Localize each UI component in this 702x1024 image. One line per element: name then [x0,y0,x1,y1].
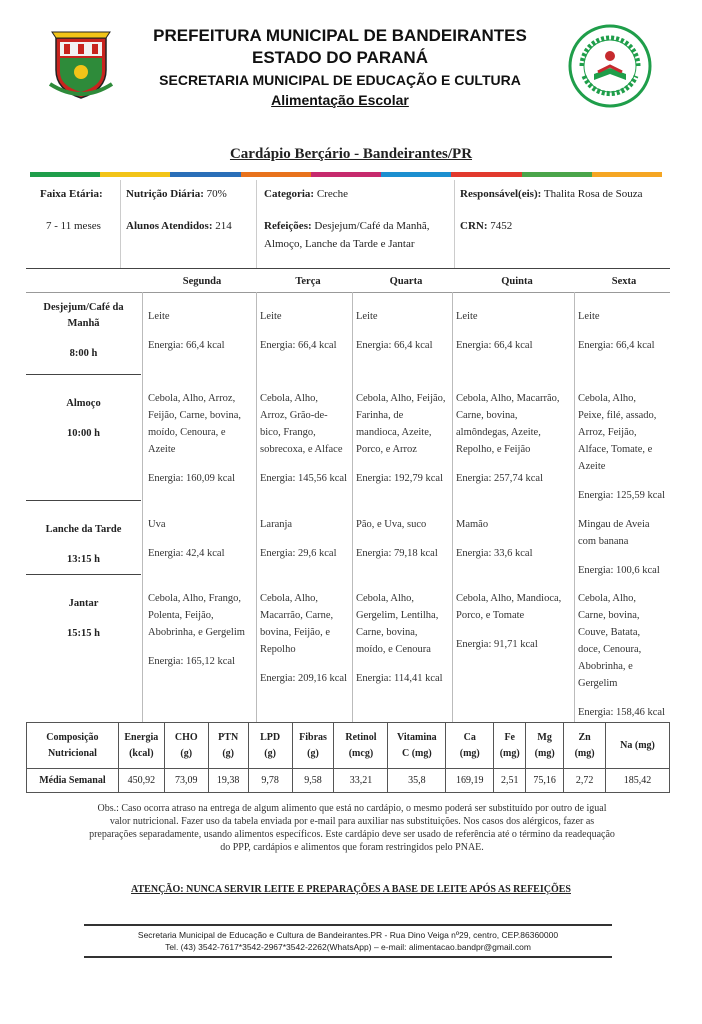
meal-time: 10:00 h [67,428,100,439]
menu-item-line: Porco, e Arroz [356,444,417,455]
alunos-atendidos: Alunos Atendidos: 214 [126,220,232,232]
menu-cell [356,516,452,562]
menu-cell [356,390,452,487]
nutrient-value: 2,51 [494,769,526,793]
energy-value: Energia: 42,4 kcal [148,548,225,559]
color-stripe [30,172,662,177]
menu-item-line: Arroz, Grão-de- [260,410,328,421]
menu-item-line: com banana [578,536,629,547]
day-header-segunda: Segunda [182,276,222,287]
nutrient-value: 73,09 [164,769,208,793]
refeicoes-cont: Almoço, Lanche da Tarde e Jantar [264,238,415,250]
header-line-prefeitura: PREFEITURA MUNICIPAL DE BANDEIRANTES [153,26,527,45]
meal-time: 13:15 h [67,554,100,565]
nutrient-header: Retinol (mcg) [334,723,388,769]
header-line-secretaria: SECRETARIA MUNICIPAL DE EDUCAÇÃO E CULTURA [159,72,521,88]
day-header-quinta: Quinta [501,276,533,287]
menu-item-line: Leite [260,311,282,322]
color-stripe-segment [381,172,451,177]
nutrient-value: 9,78 [248,769,292,793]
menu-item-line: Repolho, e Feijão [456,444,531,455]
menu-item-line: almôndegas, Azeite, [456,427,541,438]
energy-value: Energia: 160,09 kcal [148,473,235,484]
energy-value: Energia: 145,56 kcal [260,473,347,484]
menu-item-line: Polenta, Feijão, [148,610,214,621]
nutrient-header: Na (mg) [606,723,670,769]
refeicoes: Refeições: Desjejum/Café da Manhã, [264,220,430,232]
menu-cell [260,516,352,562]
footer-divider-bottom [84,956,612,958]
menu-item-line: Cebola, Alho, [578,393,637,404]
menu-item-line: Feijão, Carne, bovina, [148,410,242,421]
menu-item-line: Mingau de Aveia [578,519,650,530]
nutrient-header: PTN (g) [208,723,248,769]
menu-item-line: moído, Cenoura, e [148,427,226,438]
nutrient-value: 450,92 [118,769,164,793]
nutrient-value: 75,16 [526,769,564,793]
menu-cell [356,590,452,687]
menu-item-line: Arroz, Feijão, [578,427,637,438]
menu-item-line: Gergelim, Lentilha, [356,610,439,621]
menu-item-line: sobrecoxa, e Alface [260,444,343,455]
energy-value: Energia: 66,4 kcal [148,340,225,351]
menu-item-line: Uva [148,519,166,530]
color-stripe-segment [522,172,592,177]
column-divider [352,292,353,722]
energy-value: Energia: 125,59 kcal [578,490,665,501]
energy-value: Energia: 165,12 kcal [148,656,235,667]
menu-item-line: moído, e Cenoura [356,644,431,655]
menu-item-line: Gergelim [578,678,618,689]
nutrient-header: CHO (g) [164,723,208,769]
nutricao-diaria: Nutrição Diária: 70% [126,188,227,200]
meal-label [26,396,141,442]
color-stripe-segment [30,172,100,177]
menu-item-line: Cebola, Alho, [260,393,319,404]
nutrition-table [26,722,670,793]
menu-cell [356,308,452,354]
meal-name: Lanche da Tarde [45,524,122,535]
row-divider [26,500,141,501]
meal-time: 15:15 h [67,628,100,639]
nutrient-header: Fibras (g) [292,723,334,769]
meal-time: 8:00 h [69,348,98,359]
meal-name: Desjejum/Café da [43,302,124,313]
menu-cell [260,590,352,687]
footer-contact: Tel. (43) 3542-7617*3542-2967*3542-2262(WhatsApp) – e-mail: alimentacao.bandpr@gmail.com [165,942,531,952]
menu-item-line: Azeite [148,444,176,455]
faixa-etaria-value: 7 - 11 meses [46,220,101,232]
menu-item-line: Mamão [456,519,489,530]
day-header-tera: Terça [295,276,321,287]
menu-cell [578,590,668,721]
menu-item-line: Farinha, de [356,410,404,421]
nutrient-header: LPD (g) [248,723,292,769]
faixa-etaria: Faixa Etária: [40,188,103,200]
nutrient-header: Fe (mg) [494,723,526,769]
energy-value: Energia: 66,4 kcal [578,340,655,351]
menu-item-line: Carne, bovina, [456,410,518,421]
energy-value: Energia: 114,41 kcal [356,673,443,684]
nutrient-header: Composição Nutricional [27,723,119,769]
menu-item-line: doce, Cenoura, [578,644,642,655]
menu-item-line: Peixe, filé, assado, [578,410,657,421]
nutrient-header: Zn (mg) [564,723,606,769]
menu-item-line: Azeite [578,461,606,472]
menu-item-line: Carne, bovina, [356,627,418,638]
menu-item-line: Cebola, Alho, Feijão, [356,393,446,404]
menu-cell [578,516,668,579]
menu-cell [148,516,256,562]
nutrient-value: 185,42 [606,769,670,793]
menu-item-line: Leite [148,311,170,322]
energy-value: Energia: 91,71 kcal [456,639,538,650]
energy-value: Energia: 209,16 kcal [260,673,347,684]
menu-item-line: Cebola, Alho, [260,593,319,604]
menu-cell [148,308,256,354]
energy-value: Energia: 29,6 kcal [260,548,337,559]
menu-item-line: Repolho [260,644,296,655]
nutrient-value: 35,8 [388,769,446,793]
column-divider [142,292,143,722]
menu-item-line: Pão, e Uva, suco [356,519,427,530]
observation-note: Obs.: Caso ocorra atraso na entrega de algum alimento que está no cardápio, o mesmo poderá ser substituído por outro de igual valor nutricional. Fazer uso da tabela enviada por e-mail para auxiliar nas substituições. Nos casos dos alérgicos, fazer as preparações separadamente, usando alimentos específicos. Este cardápio deve ser usado de referência até o término da readequação do PPP, cardápios e alimentos que foram restringidos pelo PNAE. [89,803,615,853]
secretaria-seal-logo [568,24,652,108]
meal-label [26,596,141,642]
menu-item-line: Cebola, Alho, Mandioca, [456,593,562,604]
menu-item-line: Cebola, Alho, [356,593,415,604]
energy-value: Energia: 33,6 kcal [456,548,533,559]
menu-item-line: Abobrinha, e Gergelim [148,627,245,638]
energy-value: Energia: 158,46 kcal [578,707,665,718]
menu-cell [148,590,256,670]
color-stripe-segment [170,172,240,177]
menu-item-line: bico, Frango, [260,427,316,438]
menu-item-line: Cebola, Alho, Frango, [148,593,242,604]
day-header-sexta: Sexta [611,276,637,287]
nutrient-header: Vitamina C (mg) [388,723,446,769]
warning-notice: ATENÇÃO: NUNCA SERVIR LEITE E PREPARAÇÕES A BASE DE LEITE APÓS AS REFEIÇÕES [131,884,571,895]
menu-grid [26,270,670,722]
menu-item-line: mandioca, Azeite, [356,427,432,438]
menu-cell [148,390,256,487]
menu-cell [260,390,352,487]
nutrient-value: 19,38 [208,769,248,793]
menu-item-line: Macarrão, Carne, [260,610,334,621]
energy-value: Energia: 66,4 kcal [356,340,433,351]
menu-item-line: Leite [456,311,478,322]
day-header-quarta: Quarta [389,276,423,287]
crn: CRN: 7452 [460,220,513,232]
menu-item-line: Leite [578,311,600,322]
menu-cell [456,390,574,487]
meal-name: Jantar [68,598,99,609]
responsavel: Responsável(eis): Thalita Rosa de Souza [460,188,643,200]
color-stripe-segment [592,172,662,177]
color-stripe-segment [100,172,170,177]
menu-item-line: bovina, Feijão, e [260,627,330,638]
energy-value: Energia: 79,18 kcal [356,548,438,559]
energy-value: Energia: 257,74 kcal [456,473,543,484]
energy-value: Energia: 100,6 kcal [578,565,660,576]
column-divider [574,292,575,722]
menu-item-line: Porco, e Tomate [456,610,525,621]
color-stripe-segment [241,172,311,177]
menu-item-line: Cebola, Alho, Arroz, [148,393,236,404]
meal-label [26,522,141,568]
menu-cell [260,308,352,354]
column-divider [452,292,453,722]
color-stripe-segment [451,172,521,177]
meal-name: Almoço [66,398,101,409]
header-line-alimentacao: Alimentação Escolar [271,92,409,108]
categoria: Categoria: Creche [264,188,348,200]
menu-item-line: Abobrinha, e [578,661,633,672]
menu-item-line: Couve, Batata, [578,627,641,638]
menu-item-line: Cebola, Alho, Macarrão, [456,393,560,404]
footer-divider-top [84,924,612,926]
meal-label [26,300,141,362]
menu-cell [578,390,668,504]
nutrient-value: 169,19 [446,769,494,793]
header-line-estado: ESTADO DO PARANÁ [252,48,428,67]
row-divider [26,374,141,375]
menu-item-line: Laranja [260,519,293,530]
menu-item-line: Alface, Tomate, e [578,444,653,455]
column-divider [256,292,257,722]
meal-name-cont: Manhã [67,318,100,329]
nutrient-header: Ca (mg) [446,723,494,769]
info-section [26,180,670,270]
nutrient-value: 2,72 [564,769,606,793]
nutrient-header: Mg (mg) [526,723,564,769]
menu-item-line: Leite [356,311,378,322]
row-divider [26,574,141,575]
energy-value: Energia: 66,4 kcal [260,340,337,351]
menu-cell [456,516,574,562]
page-header [0,0,702,120]
menu-item-line: Cebola, Alho, [578,593,637,604]
menu-cell [578,308,668,354]
municipal-crest-logo [48,24,114,100]
footer-address: Secretaria Municipal de Educação e Cultura de Bandeirantes.PR - Rua Dino Veiga nº29, centro, CEP.86360000 [137,930,559,940]
menu-cell [456,308,574,354]
energy-value: Energia: 66,4 kcal [456,340,533,351]
menu-cell [456,590,574,653]
weekly-average-label: Média Semanal [27,769,119,793]
nutrient-value: 9,58 [292,769,334,793]
menu-title: Cardápio Berçário - Bandeirantes/PR [229,146,473,162]
energy-value: Energia: 192,79 kcal [356,473,443,484]
nutrient-value: 33,21 [334,769,388,793]
color-stripe-segment [311,172,381,177]
nutrient-header: Energia (kcal) [118,723,164,769]
menu-item-line: Carne, bovina, [578,610,640,621]
